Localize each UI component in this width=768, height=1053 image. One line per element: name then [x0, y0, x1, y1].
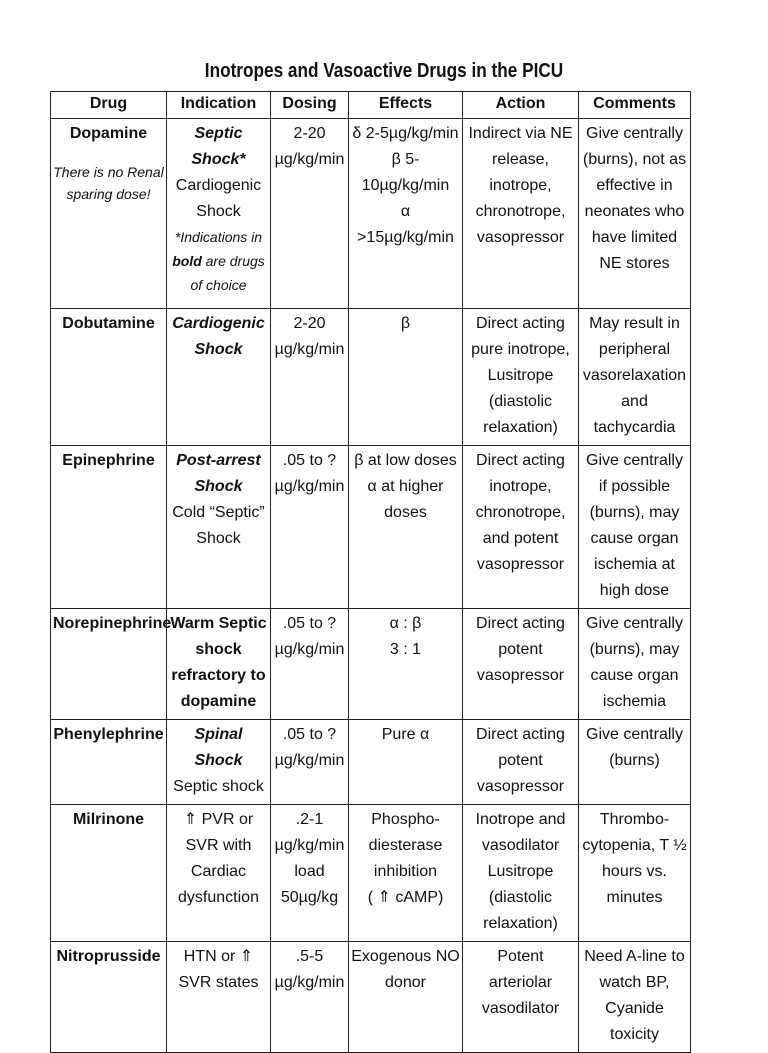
- drug-note: There is no Renal sparing dose!: [53, 164, 164, 202]
- dosing-unit: µg/kg/min: [274, 151, 345, 168]
- comments-cell: Give centrally (burns), may cause organ ischemia: [579, 609, 691, 720]
- effect-line: β: [400, 315, 411, 332]
- effect-line: Exogenous NO donor: [351, 948, 460, 991]
- table-row: [51, 309, 691, 446]
- effect-line: inhibition: [373, 863, 438, 880]
- effects-cell: [349, 805, 463, 942]
- effects-cell: [349, 609, 463, 720]
- dosing-range: .05 to ?: [282, 726, 337, 743]
- drug-name: Dobutamine: [62, 315, 155, 332]
- dosing-unit: µg/kg/min: [274, 478, 345, 495]
- action-cell: Indirect via NE release, inotrope, chronotrope, vasopressor: [463, 119, 579, 309]
- drug-name: Norepinephrine: [53, 615, 172, 632]
- indication-primary: Post-arrest Shock: [176, 452, 261, 495]
- drug-cell: [51, 805, 167, 942]
- header-dosing: Dosing: [271, 92, 349, 119]
- indication-secondary: ⇑ PVR or SVR with Cardiac dysfunction: [178, 811, 259, 906]
- dosing-range: .05 to ?: [282, 615, 337, 632]
- dosing-load-value: 50µg/kg: [280, 889, 339, 906]
- effect-line: α : β: [389, 615, 422, 632]
- effects-cell: [349, 942, 463, 1053]
- dosing-load-label: load: [294, 863, 325, 880]
- drug-name: Dopamine: [69, 125, 148, 142]
- dosing-cell: [271, 942, 349, 1053]
- action-cell: Potent arteriolar vasodilator: [463, 942, 579, 1053]
- effect-line: β at low doses: [354, 452, 457, 469]
- drug-cell: [51, 309, 167, 446]
- footnote-suffix: are drugs of choice: [190, 253, 265, 293]
- dosing-range: .2-1: [295, 811, 324, 828]
- indication-cell: [167, 609, 271, 720]
- header-action: Action: [463, 92, 579, 119]
- table-row: [51, 720, 691, 805]
- dosing-cell: [271, 805, 349, 942]
- indication-secondary: Cardiogenic Shock: [175, 177, 262, 220]
- indication-primary: Septic Shock*: [191, 125, 246, 168]
- indication-cell: [167, 942, 271, 1053]
- effects-cell: [349, 119, 463, 309]
- effect-line: α at higher doses: [367, 478, 444, 521]
- drug-cell: [51, 720, 167, 805]
- drug-name: Phenylephrine: [53, 726, 164, 743]
- drug-cell: [51, 119, 167, 309]
- drug-name: Milrinone: [72, 811, 145, 828]
- effects-cell: [349, 446, 463, 609]
- dosing-range: .05 to ?: [282, 452, 337, 469]
- comments-cell: Need A-line to watch BP, Cyanide toxicity: [579, 942, 691, 1053]
- indication-cell: [167, 446, 271, 609]
- dosing-range: 2-20: [293, 315, 326, 332]
- action-cell: Direct acting pure inotrope, Lusitrope (diastolic relaxation): [463, 309, 579, 446]
- table-row: [51, 609, 691, 720]
- drug-table: [50, 91, 691, 1053]
- effect-line: δ 2-5µg/kg/min: [352, 125, 459, 142]
- indication-cell: [167, 119, 271, 309]
- action-cell: Inotrope and vasodilator Lusitrope (diastolic relaxation): [463, 805, 579, 942]
- table-row: [51, 805, 691, 942]
- dosing-cell: [271, 720, 349, 805]
- drug-cell: [51, 942, 167, 1053]
- indication-cell: [167, 309, 271, 446]
- table-row: [51, 942, 691, 1053]
- action-cell: Direct acting potent vasopressor: [463, 720, 579, 805]
- dosing-unit: µg/kg/min: [274, 974, 345, 991]
- effect-line: Pure α: [381, 726, 430, 743]
- effects-cell: [349, 720, 463, 805]
- table-header-row: [51, 92, 691, 119]
- table-row: [51, 119, 691, 309]
- comments-cell: Thrombo-cytopenia, T ½ hours vs. minutes: [579, 805, 691, 942]
- indication-footnote: [169, 225, 268, 297]
- effect-line: β 5-10µg/kg/min: [361, 151, 450, 194]
- header-comments: Comments: [579, 92, 691, 119]
- dosing-unit: µg/kg/min: [274, 641, 345, 658]
- effect-line: Phospho-: [371, 811, 440, 828]
- dosing-unit: µg/kg/min: [274, 752, 345, 769]
- indication-primary: Warm Septic shock refractory to dopamine: [170, 615, 267, 710]
- dosing-cell: [271, 119, 349, 309]
- effect-line: α >15µg/kg/min: [357, 203, 454, 246]
- drug-cell: [51, 446, 167, 609]
- dosing-range: 2-20: [293, 125, 326, 142]
- dosing-unit: µg/kg/min: [274, 341, 345, 358]
- indication-cell: [167, 805, 271, 942]
- effects-cell: [349, 309, 463, 446]
- dosing-cell: [271, 309, 349, 446]
- footnote-prefix: *Indications in: [174, 229, 263, 245]
- comments-cell: Give centrally if possible (burns), may cause organ ischemia at high dose: [579, 446, 691, 609]
- header-indication: Indication: [167, 92, 271, 119]
- dosing-unit: µg/kg/min: [274, 837, 345, 854]
- header-drug: Drug: [51, 92, 167, 119]
- drug-name: Epinephrine: [62, 452, 155, 469]
- indication-secondary: Septic shock: [173, 778, 264, 795]
- comments-cell: Give centrally (burns), not as effective in neonates who have limited NE stores: [579, 119, 691, 309]
- comments-cell: May result in peripheral vasorelaxation and tachycardia: [579, 309, 691, 446]
- dosing-cell: [271, 609, 349, 720]
- document-title: Inotropes and Vasoactive Drugs in the PICU: [204, 60, 564, 82]
- footnote-bold-word: bold: [172, 253, 202, 269]
- comments-cell: Give centrally (burns): [579, 720, 691, 805]
- dosing-range: .5-5: [295, 948, 324, 965]
- indication-primary: Spinal Shock: [194, 726, 243, 769]
- table-row: [51, 446, 691, 609]
- action-cell: Direct acting inotrope, chronotrope, and potent vasopressor: [463, 446, 579, 609]
- header-effects: Effects: [349, 92, 463, 119]
- effect-line: diesterase: [368, 837, 443, 854]
- action-cell: Direct acting potent vasopressor: [463, 609, 579, 720]
- drug-cell: [51, 609, 172, 720]
- indication-secondary: HTN or ⇑ SVR states: [178, 948, 259, 991]
- effect-line: ( ⇑ cAMP): [367, 889, 444, 906]
- indication-primary: Cardiogenic Shock: [172, 315, 265, 358]
- indication-cell: [167, 720, 271, 805]
- drug-name: Nitroprusside: [56, 948, 161, 965]
- indication-secondary: Cold “Septic” Shock: [172, 504, 265, 547]
- effect-line: 3 : 1: [389, 641, 422, 658]
- dosing-cell: [271, 446, 349, 609]
